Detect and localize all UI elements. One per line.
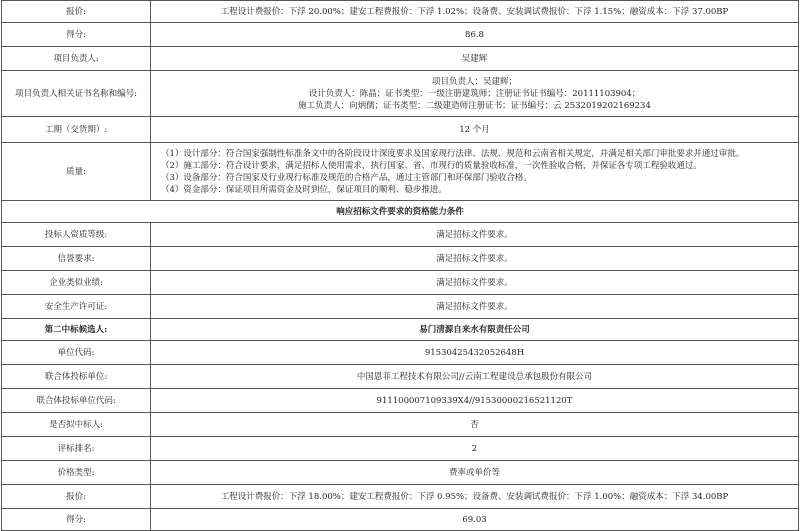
table-row (2, 1, 799, 23)
cert-line: 项目负责人：吴建辉； (431, 76, 517, 87)
row-value: 费率或单价等 (151, 461, 799, 485)
row-value: 否 (151, 413, 799, 437)
row-label: 报价: (2, 485, 151, 509)
row-value: 吴建辉 (151, 47, 799, 71)
candidate-row (2, 319, 799, 341)
table-row (2, 71, 799, 117)
row-value: 满足招标文件要求。 (151, 295, 799, 319)
quality-line: （3）设备部分：符合国家及行业现行标准及规范的合格产品，通过主管部门和环保部门验收合格。 (161, 172, 532, 183)
cert-line: 设计负责人：陈晶；证书类型：一级注册建筑师；注册证书证书编号：20111103904； (308, 88, 641, 99)
quality-value (151, 143, 799, 201)
table-row (2, 47, 799, 71)
table-row (2, 437, 799, 461)
row-label: 联合体投标单位代码: (2, 389, 151, 413)
row-value: 91530425432052648H (151, 341, 799, 365)
row-label: 工期（交货期）: (2, 117, 151, 143)
bid-result-table (1, 0, 799, 531)
row-label: 价格类型: (2, 461, 151, 485)
table-row (2, 271, 799, 295)
row-label: 单位代码: (2, 341, 151, 365)
row-label: 项目负责人相关证书名称和编号: (2, 71, 151, 117)
cert-line: 施工负责人：向炳儒；证书类型：二级建造师注册证书；证书编号：云 2532019202169234 (298, 100, 651, 111)
row-label: 投标人资质等级: (2, 223, 151, 247)
table-row (2, 365, 799, 389)
row-label: 是否拟中标人: (2, 413, 151, 437)
row-label: 企业类似业绩: (2, 271, 151, 295)
row-value: 911100007109339X4//91530000216521120T (151, 389, 799, 413)
row-value: 工程设计费报价：下浮 20.00%；建安工程费报价：下浮 1.02%；设备费、安装调试费报价：下浮 1.15%；融资成本：下浮 37.00BP (151, 1, 799, 23)
row-value: 工程设计费报价：下浮 18.00%；建安工程费报价：下浮 0.95%；设备费、安装调试费报价：下浮 1.00%；融资成本：下浮 34.00BP (151, 485, 799, 509)
table-row (2, 223, 799, 247)
quality-line: （4）资金部分：保证项目所需资金及时到位，保证项目的顺利、稳步推进。 (161, 184, 447, 195)
section-row (2, 201, 799, 223)
row-value: 满足招标文件要求。 (151, 271, 799, 295)
row-label: 联合体投标单位: (2, 365, 151, 389)
table-row (2, 389, 799, 413)
row-value: 满足招标文件要求。 (151, 247, 799, 271)
cert-value (151, 71, 799, 117)
row-label: 项目负责人: (2, 47, 151, 71)
row-value: 中国恩菲工程技术有限公司//云南工程建设总承包股份有限公司 (151, 365, 799, 389)
candidate-label: 第二中标候选人: (2, 319, 151, 341)
row-label: 得分: (2, 23, 151, 47)
row-value: 2 (151, 437, 799, 461)
table-row (2, 461, 799, 485)
table-row (2, 143, 799, 201)
row-label: 评标排名: (2, 437, 151, 461)
table-row (2, 509, 799, 531)
table-row (2, 117, 799, 143)
row-value: 满足招标文件要求。 (151, 223, 799, 247)
table-row (2, 413, 799, 437)
table-row (2, 23, 799, 47)
row-label: 得分: (2, 509, 151, 531)
quality-line: （1）设计部分：符合国家强制性标准条文中的各阶段设计深度要求及国家现行法律、法规、规范和云南省相关规定，并满足相关部门审批要求并通过审批。 (161, 148, 745, 159)
row-label: 信誉要求: (2, 247, 151, 271)
table-row (2, 485, 799, 509)
row-value: 12 个月 (151, 117, 799, 143)
row-label: 报价: (2, 1, 151, 23)
table-row (2, 295, 799, 319)
table-row (2, 247, 799, 271)
table-row (2, 341, 799, 365)
row-value: 86.8 (151, 23, 799, 47)
row-label: 安全生产许可证: (2, 295, 151, 319)
candidate-name: 易门清源自来水有限责任公司 (151, 319, 799, 341)
section-title: 响应招标文件要求的资格能力条件 (2, 201, 799, 223)
row-label: 质量: (2, 143, 151, 201)
quality-line: （2）施工部分：符合设计要求，满足招标人使用需求，执行国家、省、市现行的质量验收标准，一次性验收合格，并保证各专项工程验收通过。 (161, 160, 702, 171)
row-value: 69.03 (151, 509, 799, 531)
